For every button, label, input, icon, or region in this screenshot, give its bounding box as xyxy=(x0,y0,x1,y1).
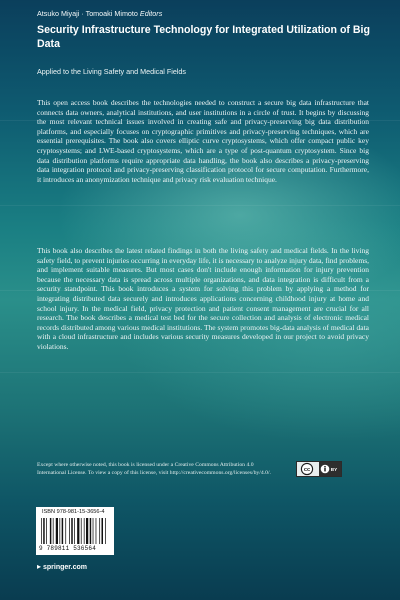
barcode-bar xyxy=(102,518,104,544)
barcode-number: 9 789811 536564 xyxy=(39,545,97,552)
barcode-bar xyxy=(96,518,97,544)
description-paragraph-2: This book also describes the latest related findings in both the living safety and medical fields. In the living safety field, to prevent injuries occurring in everyday life, it is necessary to analyze injury data, find problems, and implement suitable measures. But most cases don't include enough information for injury prevention because the necessary data is spread across multiple organizations, and data integration is difficult from a security standpoint. This book introduces a system for solving this problem by applying a method for integrating distributed data securely and introduces applications concerning childhood injury at home and school injury. In the medical field, privacy protection and patient consent management are crucial for all research. The book describes a medical test bed for the secure collection and analysis of electronic medical records distributed among various medical institutions. The system promotes big-data analysis of medical data with a cloud infrastructure and includes various security measures developed in our project to avoid privacy violations. xyxy=(37,246,369,351)
editors-line xyxy=(37,9,162,18)
barcode-bars xyxy=(40,518,110,544)
barcode-bar xyxy=(77,518,79,544)
license-notice: Except where otherwise noted, this book is licensed under a Creative Commons Attribution 4.0 International License. To view a copy of this license, visit http://creativecommons.org/licenses/by/4.0/. xyxy=(37,462,271,476)
description-paragraph-1: This open access book describes the technologies needed to construct a secure big data infrastructure that connects data owners, analytical institutions, and user institutions in a circle of trust. It begins by discussing the most relevant technical issues involved in creating safe and privacy-preserving big data distribution platforms, and especially focuses on cryptographic primitives and privacy-preserving techniques, which are essential prerequisites. The book also covers elliptic curve cryptosystems, which offer compact public key cryptosystems; and LWE-based cryptosystems, which are a type of post-quantum cryptosystem. Since big data distribution platforms require appropriate data handling, the book also describes a privacy-preserving data integration protocol and privacy-preserving classification protocol for secure computation. Furthermore, it introduces an anonymization technique and privacy risk evaluation technique. xyxy=(37,98,369,184)
creative-commons-icon xyxy=(297,462,341,476)
barcode-bar xyxy=(62,518,64,544)
barcode-bar xyxy=(46,518,47,544)
barcode-bar xyxy=(84,518,85,544)
barcode-bar xyxy=(41,518,42,544)
background-streak xyxy=(0,372,400,373)
editors-role: Editors xyxy=(139,9,163,18)
book-title: Security Infrastructure Technology for Integrated Utilization of Big Data xyxy=(37,24,370,50)
barcode-bar xyxy=(43,518,45,544)
barcode-bar xyxy=(81,518,82,544)
barcode-bar xyxy=(86,518,88,544)
editor-names: Atsuko Miyaji · Tomoaki Mimoto xyxy=(37,9,138,18)
barcode-bar xyxy=(71,518,73,544)
website-link[interactable]: springer.com xyxy=(43,564,87,571)
barcode-bar xyxy=(74,518,75,544)
barcode-bar xyxy=(93,518,94,544)
barcode-bar xyxy=(105,518,106,544)
barcode-bar xyxy=(65,518,66,544)
background-streak xyxy=(0,205,400,206)
arrow-icon: ▸ xyxy=(37,562,42,571)
isbn-label: ISBN 978-981-15-3656-4 xyxy=(42,509,105,515)
barcode-bar xyxy=(53,518,54,544)
barcode-bar xyxy=(90,518,92,544)
publisher-website[interactable] xyxy=(37,562,87,571)
cc-by-badge xyxy=(296,461,342,477)
isbn-barcode xyxy=(36,507,114,555)
barcode-bar xyxy=(56,518,58,544)
barcode-bar xyxy=(50,518,52,544)
barcode-bar xyxy=(59,518,60,544)
cc-badge-label: BY xyxy=(330,467,338,472)
svg-text:cc: cc xyxy=(303,467,311,474)
barcode-bar xyxy=(69,518,70,544)
book-subtitle: Applied to the Living Safety and Medical Fields xyxy=(37,67,187,76)
barcode-bar xyxy=(99,518,100,544)
